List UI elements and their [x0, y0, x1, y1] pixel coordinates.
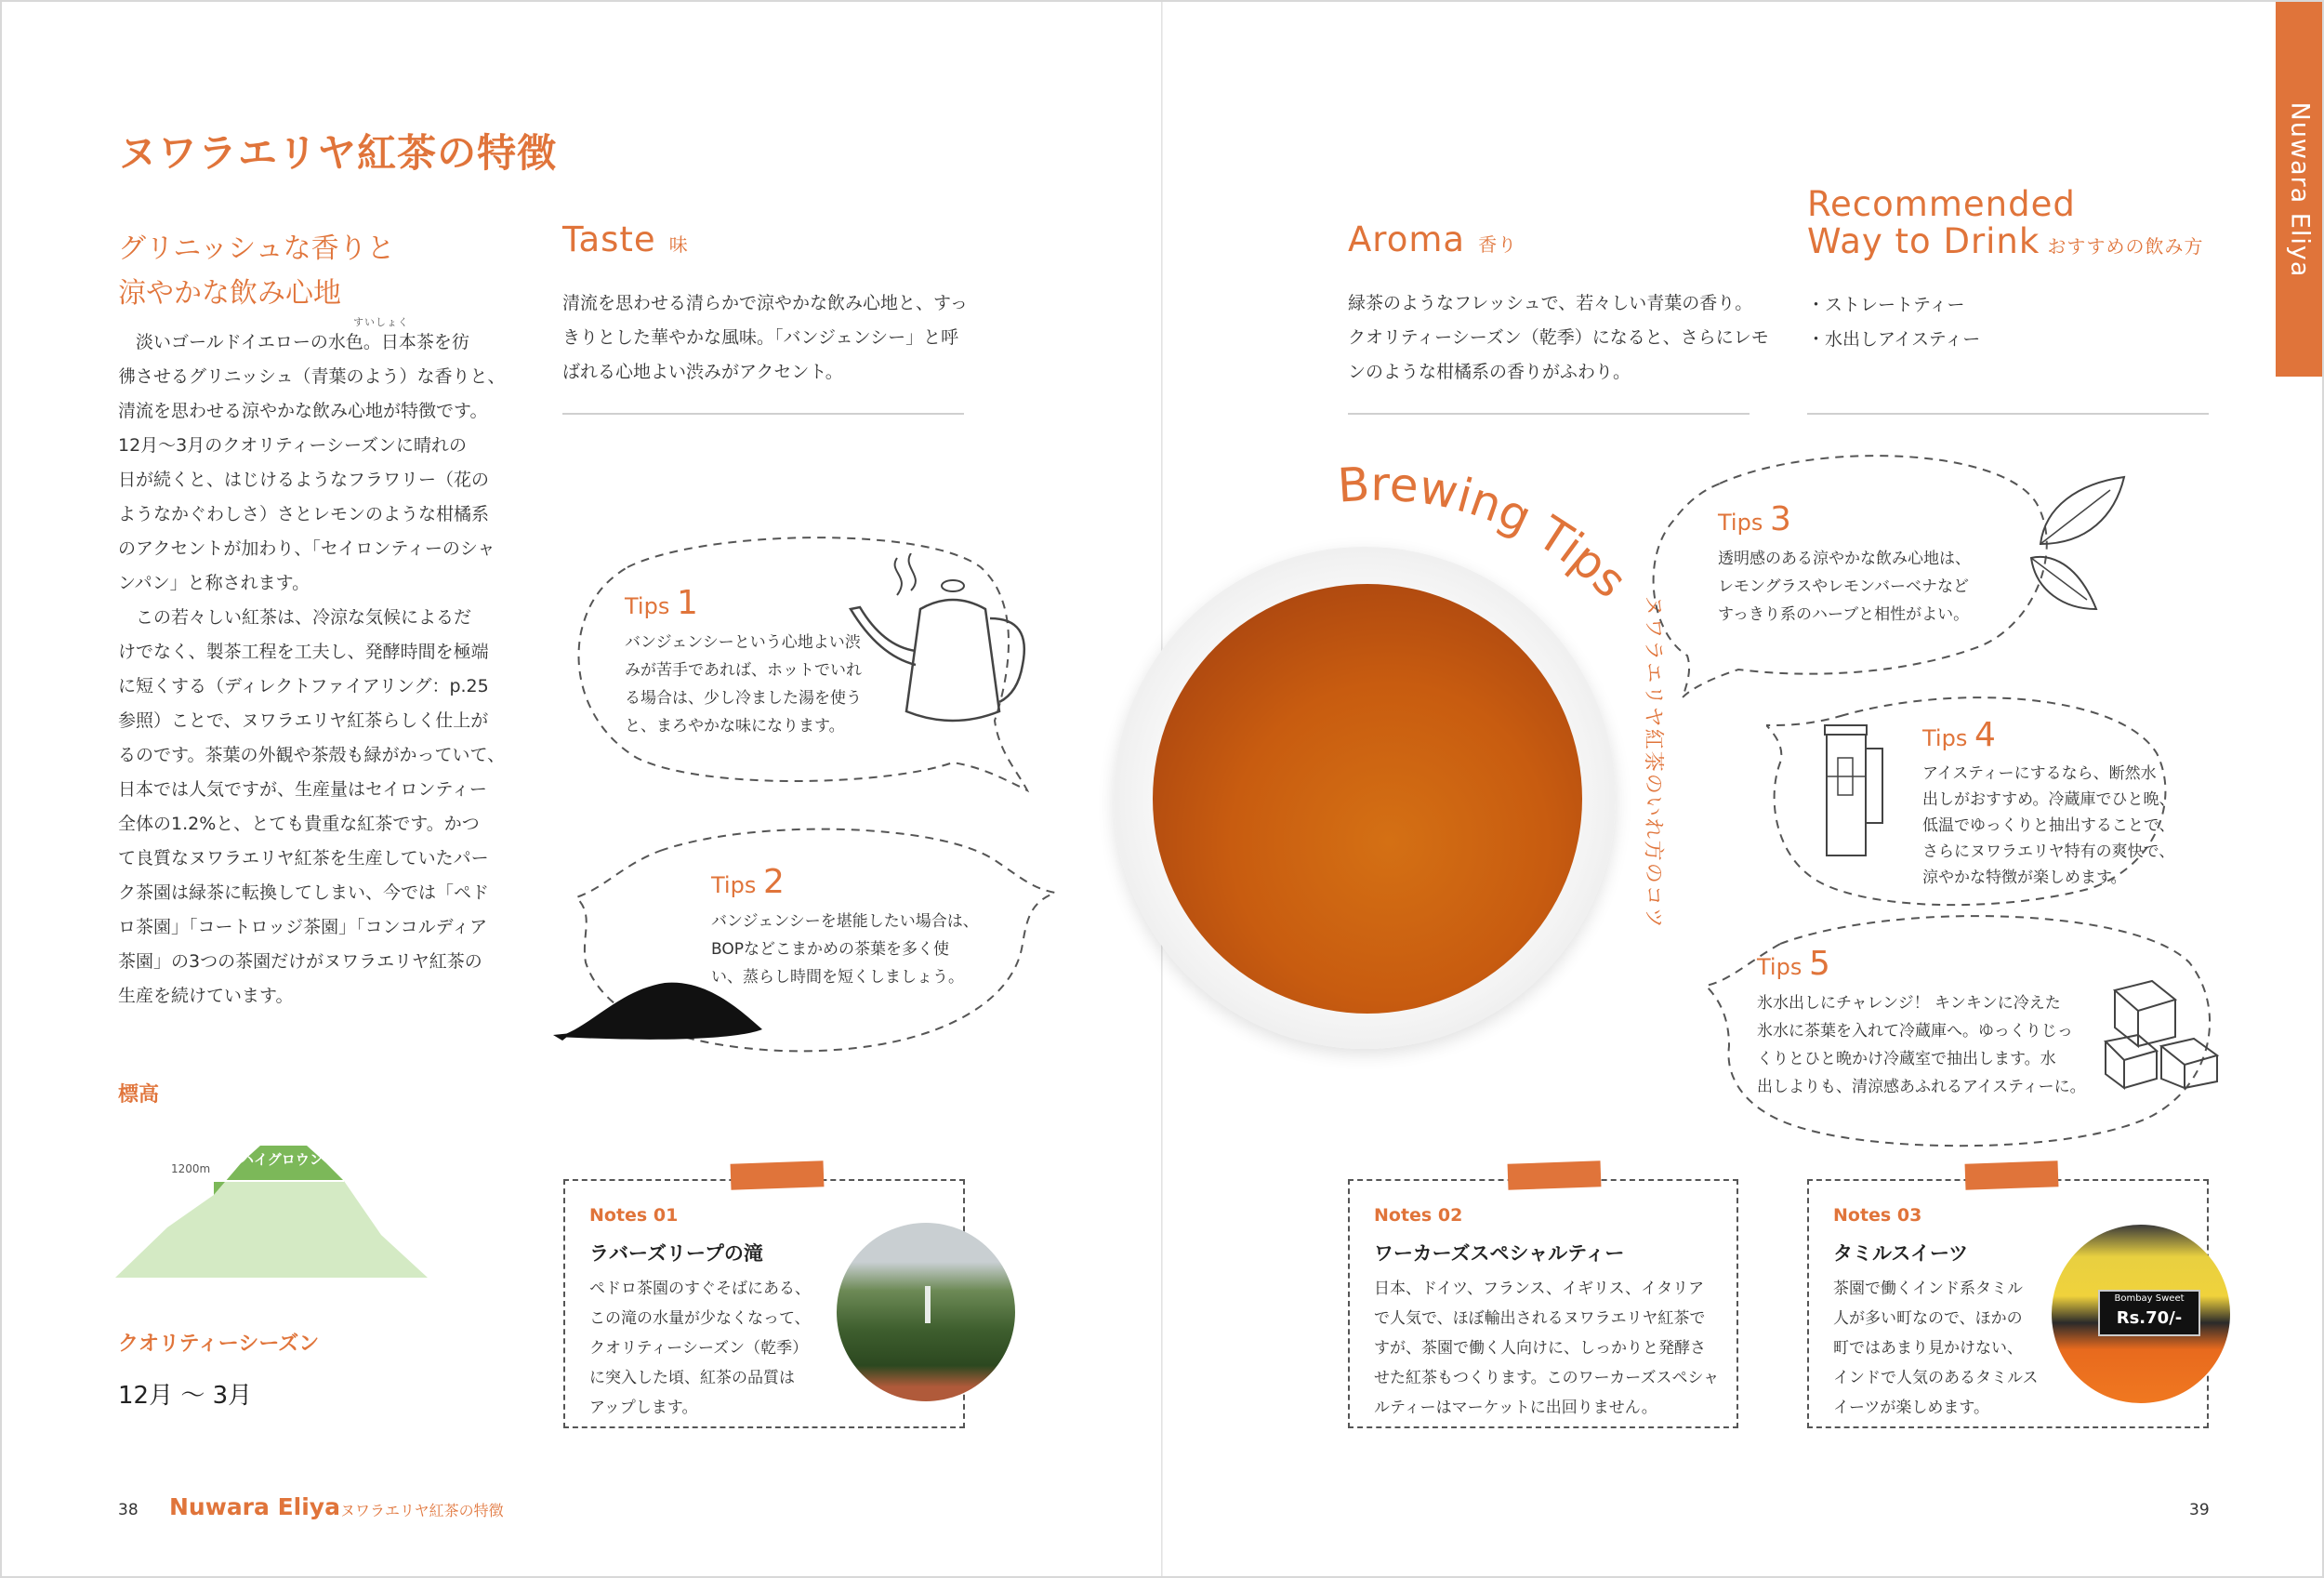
price-sign	[2098, 1290, 2200, 1336]
note-line: 茶園で働くインド系タミル	[1833, 1280, 2023, 1298]
body-line: ロ茶園」「コートロッジ茶園」「コンコルディア	[118, 917, 488, 937]
page-title: ヌワラエリヤ紅茶の特徴	[118, 130, 558, 176]
body-line: るのです。茶葉の外観や茶殻も緑がかっていて、	[118, 745, 506, 765]
tips-line: くりとひと晩かけ冷蔵室で抽出します。水	[1757, 1050, 2056, 1068]
tips-number: 3	[1769, 500, 1791, 538]
note-line: この滝の水量が少なくなって、	[589, 1309, 811, 1328]
aroma-line: クオリティーシーズン（乾季）になると、さらにレモ	[1348, 327, 1769, 348]
recommended-jp: おすすめの飲み方	[2047, 235, 2204, 258]
page-number-right: 39	[2189, 1501, 2210, 1519]
notes01-text	[589, 1274, 811, 1423]
tips-line: バンジェンシーという心地よい渋	[625, 633, 861, 652]
aroma-jp: 香り	[1478, 233, 1518, 256]
leaf-icon	[2022, 470, 2133, 623]
taste-title: Taste	[562, 219, 656, 259]
tips-word: Tips	[1718, 510, 1763, 536]
body-line: ク茶園は緑茶に転換してしまい、今では「ペド	[118, 882, 490, 903]
note-line: クオリティーシーズン（乾季）	[589, 1339, 809, 1358]
brewing-tips-title	[1329, 465, 1664, 948]
tips-number: 1	[676, 584, 698, 622]
note-line: イーツが楽しめます。	[1833, 1399, 1989, 1417]
note-line: ルティーはマーケットに出回りません。	[1374, 1399, 1657, 1417]
subheading	[118, 227, 395, 316]
recommended-title-text: Way to Drink	[1807, 221, 2040, 261]
notes02-text	[1374, 1274, 1719, 1423]
tips4-text	[1922, 761, 2175, 891]
body-line: 日本では人気ですが、生産量はセイロンティー	[118, 779, 487, 800]
tips-line: アイスティーにするなら、断然水	[1922, 764, 2157, 783]
season-label: クオリティーシーズン	[118, 1333, 320, 1356]
subheading-line: グリニッシュな香りと	[118, 232, 395, 265]
recommended-item: ・ストレートティー	[1807, 295, 1965, 315]
tips-line: レモングラスやレモンバーベナなど	[1718, 577, 1969, 596]
recommended-heading	[1807, 186, 2204, 265]
elevation-band: ハイグロウン	[240, 1151, 324, 1168]
tips-line: 出しよりも、清涼感あふれるアイスティーに。	[1757, 1078, 2086, 1096]
tips3-label	[1718, 500, 1791, 538]
body-line: 参照）ことで、ヌワラエリヤ紅茶らしく仕上が	[118, 710, 489, 731]
recommended-rule	[1807, 413, 2209, 415]
sweets-photo	[2052, 1225, 2230, 1403]
aroma-title: Aroma	[1348, 219, 1466, 259]
tips-line: 涼やかな特徴が楽しめます。	[1922, 869, 2127, 887]
recommended-list	[1807, 288, 1980, 357]
taste-line: きりとした華やかな風味。「バンジェンシー」と呼	[562, 327, 959, 348]
tips-word: Tips	[1922, 725, 1968, 751]
body-line: 彿させるグリニッシュ（青葉のよう）な香りと、	[118, 366, 506, 387]
body-line: て良質なヌワラエリヤ紅茶を生産していたパー	[118, 848, 489, 869]
tips-line: みが苦手であれば、ホットでいれ	[625, 661, 862, 680]
tips1-text	[625, 629, 862, 740]
tips5-text	[1757, 989, 2086, 1101]
note-line: 町ではあまり見かけない、	[1833, 1339, 2023, 1358]
note-line: ペドロ茶園のすぐそばにある、	[589, 1280, 811, 1298]
note-line: に突入した頃、紅茶の品質は	[589, 1369, 795, 1387]
tips-line: と、まろやかな味になります。	[625, 717, 845, 736]
body-line: この若々しい紅茶は、冷涼な気候によるだ	[136, 607, 472, 628]
recommended-title-l2	[1807, 223, 2204, 265]
tape-decoration	[1965, 1160, 2059, 1189]
tips-line: バンジェンシーを堪能したい場合は、	[711, 912, 979, 931]
tips-line: 出しがおすすめ。冷蔵庫でひと晩、	[1922, 790, 2175, 809]
body-line: 生産を続けています。	[118, 986, 294, 1006]
tips-word: Tips	[625, 593, 670, 619]
tips-line: BOPなどこまかめの茶葉を多く使	[711, 940, 949, 959]
pitcher-icon	[1817, 721, 1892, 860]
aroma-rule	[1348, 413, 1750, 415]
tips-line: い、蒸らし時間を短くしましょう。	[711, 968, 964, 987]
brewing-title-text: Brewing Tips	[1336, 465, 1638, 609]
tips-line: さらにヌワラエリヤ特有の爽快で、	[1922, 842, 2175, 861]
body-line: 全体の1.2%と、とても貴重な紅茶です。かつ	[118, 814, 480, 834]
main-body	[118, 325, 536, 1014]
waterfall-stream	[925, 1286, 931, 1323]
body-line: のアクセントが加わり、「セイロンティーのシャ	[118, 538, 495, 559]
body-line: ようなかぐわしさ）さとレモンのような柑橘系	[118, 504, 490, 524]
taste-heading	[562, 219, 689, 259]
recommended-title-l1: Recommended	[1807, 184, 2076, 224]
tips-number: 5	[1808, 945, 1830, 983]
note-line: 日本、ドイツ、フランス、イギリス、イタリア	[1374, 1280, 1705, 1298]
body-line: 12月〜3月のクオリティーシーズンに晴れの	[118, 435, 468, 456]
taste-line: 清流を思わせる清らかで涼やかな飲み心地と、すっ	[562, 293, 968, 313]
kettle-icon	[841, 553, 1032, 739]
body-line: 淡いゴールドイエローの水色。日本茶を彷	[136, 332, 469, 352]
ruby-annotation: すいしょく	[353, 316, 409, 328]
aroma-line: 緑茶のようなフレッシュで、若々しい青葉の香り。	[1348, 293, 1753, 313]
tips-word: Tips	[1757, 954, 1802, 980]
tips3-text	[1718, 545, 1971, 629]
notes02-label: Notes 02	[1374, 1205, 1463, 1226]
notes03-text	[1833, 1274, 2039, 1423]
notes02-box	[1348, 1179, 1738, 1428]
sign-price: Rs.70/-	[2116, 1308, 2183, 1328]
sign-shop-name: Bombay Sweet	[2114, 1293, 2185, 1304]
note-line: アップします。	[589, 1399, 698, 1417]
aroma-heading	[1348, 219, 1517, 259]
footer-subtitle: ヌワラエリヤ紅茶の特徴	[340, 1502, 504, 1519]
tips4-label	[1922, 716, 1996, 754]
brewing-subtitle: ヌワラエリヤ紅茶のいれ方のコツ	[1641, 595, 1665, 930]
page-number-left: 38	[118, 1501, 139, 1519]
ice-cubes-icon	[2096, 972, 2226, 1093]
footer-title: Nuwara Eliya	[169, 1493, 340, 1520]
elevation-label: 標高	[118, 1083, 160, 1107]
body-line: に短くする（ディレクトファイアリング：p.25	[118, 676, 489, 696]
note-line: 人が多い町なので、ほかの	[1833, 1309, 2023, 1328]
taste-line: ばれる心地よい渋みがアクセント。	[562, 362, 843, 382]
notes03-title: タミルスイーツ	[1833, 1242, 1969, 1265]
subheading-line: 涼やかな飲み心地	[118, 277, 341, 310]
recommended-item: ・水出しアイスティー	[1807, 329, 1981, 350]
note-line: せた紅茶もつくります。このワーカーズスペシャ	[1374, 1369, 1720, 1387]
tips5-label	[1757, 945, 1830, 983]
tea-leaves-icon	[553, 972, 767, 1046]
body-line: 茶園」の3つの茶園だけがヌワラエリヤ紅茶の	[118, 951, 482, 972]
waterfall-photo	[837, 1223, 1015, 1401]
tips-line: 透明感のある涼やかな飲み心地は、	[1718, 550, 1971, 568]
taste-body	[562, 286, 971, 390]
notes01-label: Notes 01	[589, 1205, 679, 1226]
note-line: で人気で、ほぼ輸出されるヌワラエリヤ紅茶で	[1374, 1309, 1706, 1328]
tips-line: る場合は、少し冷ました湯を使う	[625, 689, 862, 708]
tips-word: Tips	[711, 872, 757, 898]
tape-decoration	[1508, 1160, 1602, 1189]
side-tab-label: Nuwara Eliya	[2285, 101, 2315, 278]
aroma-line: ンのような柑橘系の香りがふわり。	[1348, 362, 1631, 382]
tips-line: 氷水に茶葉を入れて冷蔵庫へ。ゆっくりじっ	[1757, 1022, 2073, 1041]
elevation-value: 1200m	[171, 1162, 211, 1175]
tape-decoration	[731, 1160, 825, 1189]
notes01-title: ラバーズリープの滝	[589, 1242, 763, 1265]
tips-number: 4	[1974, 716, 1996, 754]
tips2-label	[711, 863, 785, 901]
season-value: 12月 〜 3月	[118, 1382, 253, 1410]
taste-rule	[562, 413, 964, 415]
body-line: ンパン」と称されます。	[118, 573, 310, 593]
notes03-label: Notes 03	[1833, 1205, 1922, 1226]
notes02-title: ワーカーズスペシャルティー	[1374, 1242, 1625, 1265]
tips-line: 低温でゆっくりと抽出することで、	[1922, 816, 2175, 835]
body-line: 清流を思わせる涼やかな飲み心地が特徴です。	[118, 401, 488, 421]
tips-number: 2	[762, 863, 785, 901]
note-line: すが、茶園で働く人向けに、しっかりと発酵さ	[1374, 1339, 1706, 1358]
note-line: インドで人気のあるタミルス	[1833, 1369, 2039, 1387]
body-line: けでなく、製茶工程を工夫し、発酵時間を極端	[118, 642, 489, 662]
taste-jp: 味	[668, 233, 689, 256]
tips-line: 氷水出しにチャレンジ！ キンキンに冷えた	[1757, 994, 2061, 1013]
aroma-body	[1348, 286, 1785, 390]
body-line: 日が続くと、はじけるようなフラワリー（花の	[118, 470, 490, 490]
tips1-label	[625, 584, 698, 622]
tips-line: すっきり系のハーブと相性がよい。	[1718, 605, 1970, 624]
